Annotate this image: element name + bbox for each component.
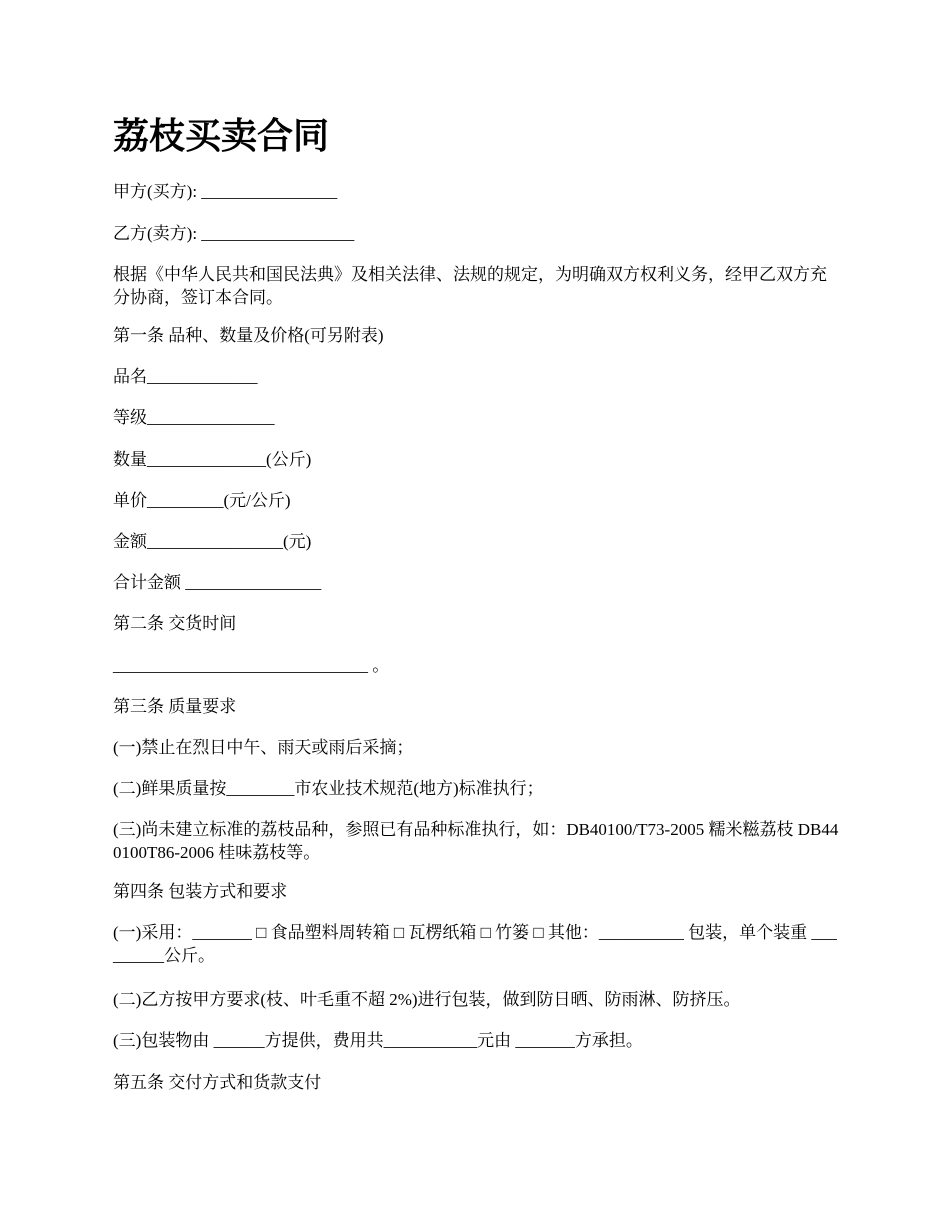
total-amount-line: 合计金额 ________________	[113, 573, 322, 592]
party-b-line: 乙方(卖方): __________________	[113, 224, 355, 243]
article-3-heading: 第三条 质量要求	[113, 697, 237, 716]
packaging-item-2: (二)乙方按甲方要求(枝、叶毛重不超 2%)进行包装，做到防日晒、防雨淋、防挤压。	[113, 990, 741, 1009]
party-a-line: 甲方(买方): ________________	[113, 182, 338, 201]
document-title: 荔枝买卖合同	[113, 116, 330, 156]
article-2-heading: 第二条 交货时间	[113, 614, 237, 633]
packaging-item-1: (一)采用：_______ □ 食品塑料周转箱 □ 瓦楞纸箱 □ 竹篓 □ 其他：__________ 包装，单个装重 _________公斤。	[113, 923, 837, 965]
quality-item-1: (一)禁止在烈日中午、雨天或雨后采摘；	[113, 738, 414, 757]
preamble-paragraph: 根据《中华人民共和国民法典》及相关法律、法规的规定，为明确双方权利义务，经甲乙双方充分协商，签订本合同。	[113, 265, 827, 307]
packaging-item-3: (三)包装物由 ______方提供，费用共___________元由 _______方承担。	[113, 1031, 643, 1050]
delivery-time-blank: ______________________________ 。	[113, 656, 390, 675]
quantity-line: 数量______________(公斤)	[113, 450, 312, 469]
article-4-heading: 第四条 包装方式和要求	[113, 882, 288, 901]
amount-line: 金额________________(元)	[113, 532, 312, 551]
unit-price-line: 单价_________(元/公斤)	[113, 491, 291, 510]
grade-line: 等级_______________	[113, 408, 275, 427]
product-name-line: 品名_____________	[113, 367, 258, 386]
article-1-heading: 第一条 品种、数量及价格(可另附表)	[113, 326, 384, 345]
quality-item-2: (二)鲜果质量按________市农业技术规范(地方)标准执行；	[113, 779, 544, 798]
quality-item-3: (三)尚未建立标准的荔枝品种，参照已有品种标准执行，如：DB40100/T73-2005 糯米糍荔枝 DB440100T86-2006 桂味荔枝等。	[113, 820, 839, 862]
article-5-heading: 第五条 交付方式和货款支付	[113, 1073, 322, 1092]
